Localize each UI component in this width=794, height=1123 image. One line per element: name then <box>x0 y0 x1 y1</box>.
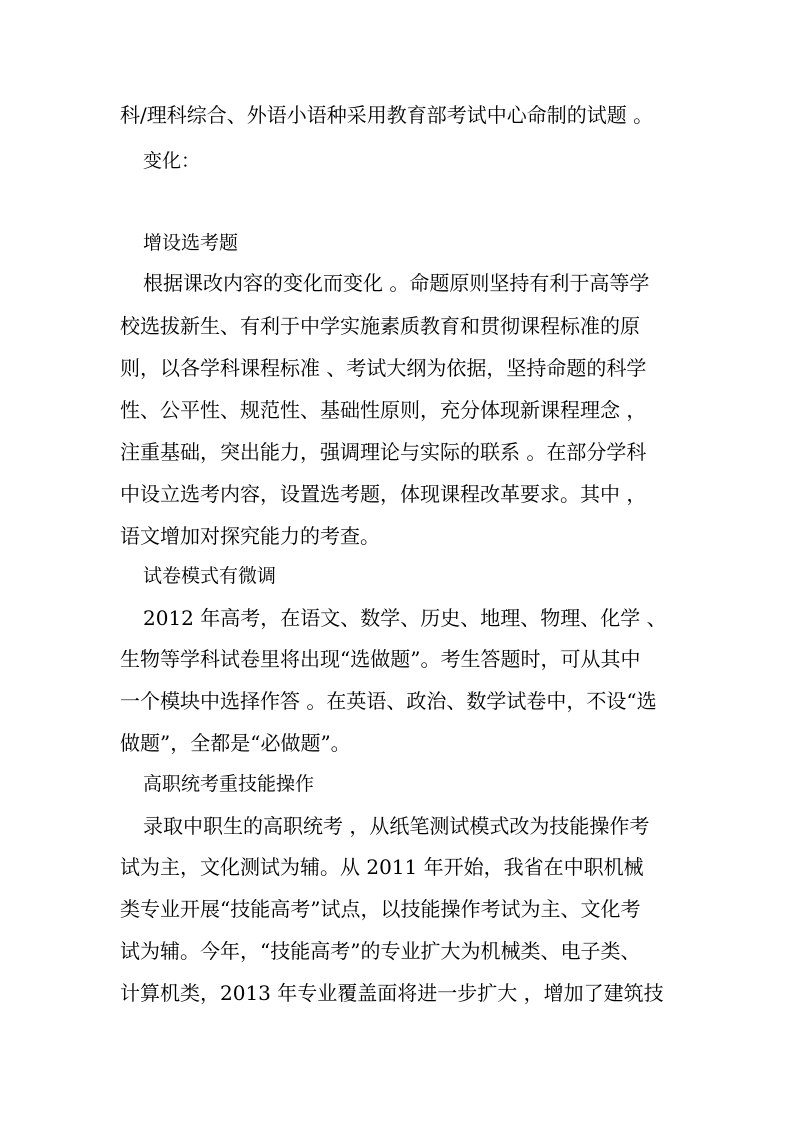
body-text-line: 性、公平性、规范性、基础性原则，充分体现新课程理念 ， <box>120 398 647 422</box>
paragraph-first-line: 录取中职生的高职统考 ，从纸笔测试模式改为技能操作考 <box>143 814 650 838</box>
body-text-line: 类专业开展“技能高考”试点，以技能操作考试为主、文化考 <box>120 897 641 921</box>
section-heading: 试卷模式有微调 <box>143 565 277 587</box>
body-text-line: 生物等学科试卷里将出现“选做题”。考生答题时，可从其中 <box>120 647 641 671</box>
paragraph-first-line: 2012 年高考，在语文、数学、历史、地理、物理、化学 、 <box>143 606 667 630</box>
body-text-line: 中设立选考内容，设置选考题，体现课程改革要求。其中 ， <box>120 482 647 506</box>
section-label: 变化： <box>143 150 201 172</box>
section-heading: 增设选考题 <box>143 232 239 254</box>
body-text-line: 试为主，文化测试为辅。从 2011 年开始，我省在中职机械 <box>120 855 644 879</box>
body-text-line: 计算机类，2013 年专业覆盖面将进一步扩大 ，增加了建筑技 <box>120 981 664 1005</box>
body-text-line: 语文增加对探究能力的考查。 <box>120 524 380 548</box>
paragraph-first-line: 根据课改内容的变化而变化 。命题原则坚持有利于高等学 <box>143 271 650 295</box>
body-text-line: 科/理科综合、外语小语种采用教育部考试中心命制的试题 。 <box>120 103 654 127</box>
body-text-line: 试为辅。今年，“技能高考”的专业扩大为机械类、电子类、 <box>120 939 641 963</box>
body-text-line: 则，以各学科课程标准 、考试大纲为依据，坚持命题的科学 <box>120 356 647 380</box>
body-text-line: 一个模块中选择作答 。在英语、政治、数学试卷中，不设“选 <box>120 689 657 713</box>
body-text-line: 做题”，全都是“必做题”。 <box>120 731 351 755</box>
section-heading: 高职统考重技能操作 <box>143 773 315 795</box>
body-text-line: 校选拔新生、有利于中学实施素质教育和贯彻课程标准的原 <box>120 314 640 338</box>
body-text-line: 注重基础，突出能力，强调理论与实际的联系 。在部分学科 <box>120 440 647 464</box>
